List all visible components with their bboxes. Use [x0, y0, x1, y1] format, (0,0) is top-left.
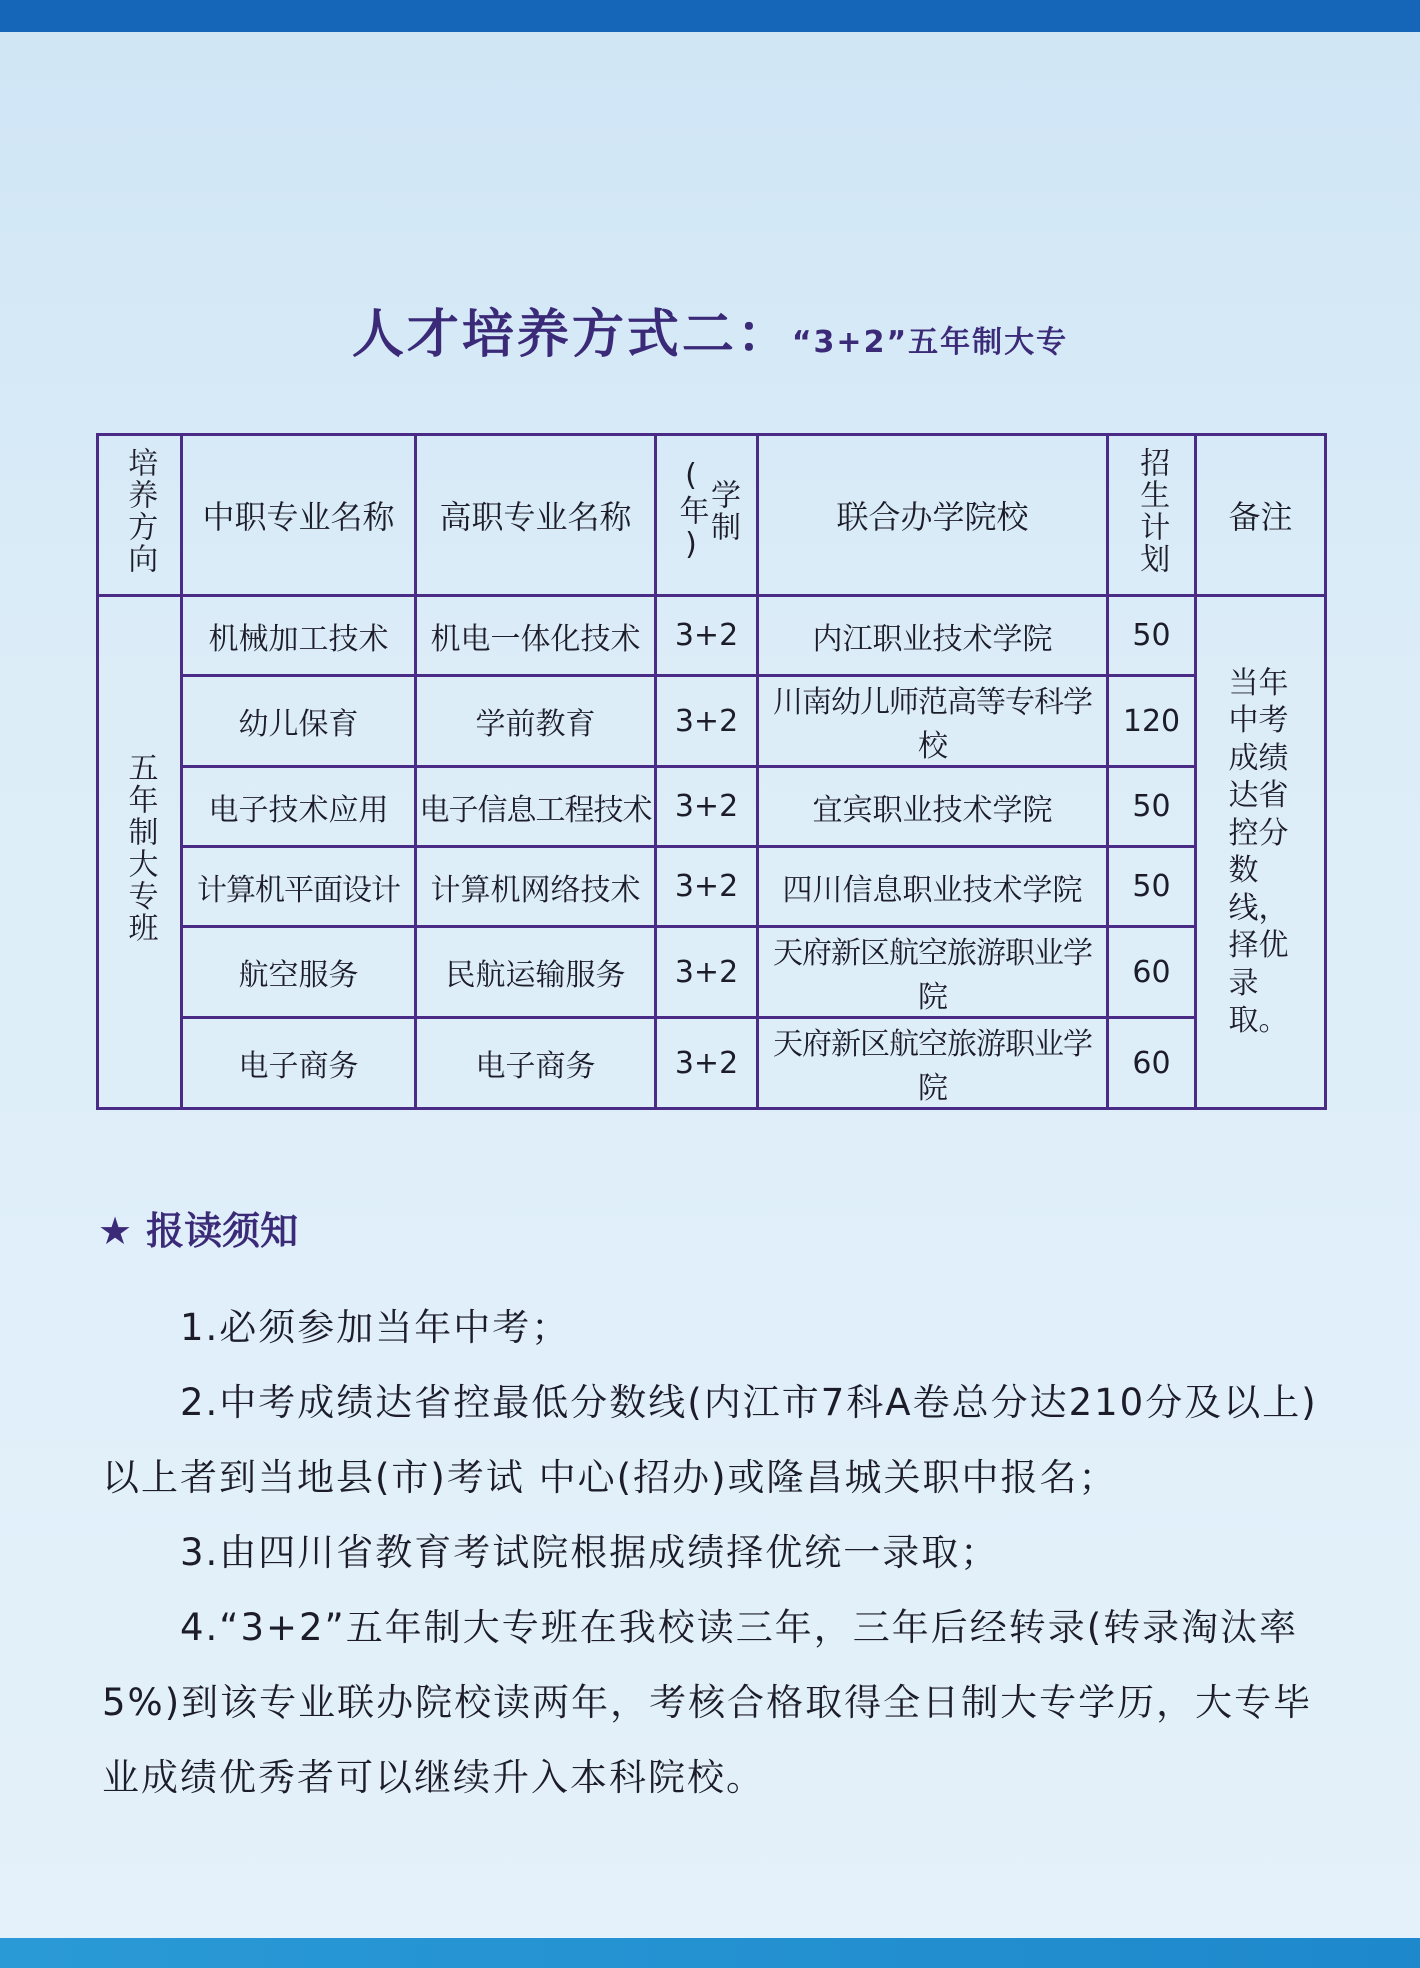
table-row: [98, 847, 1326, 927]
years-cell: 3+2: [656, 767, 758, 847]
years-cell: 3+2: [656, 927, 758, 1018]
secondary-major-cell: 计算机平面设计: [182, 847, 416, 927]
header-higher-major: 高职专业名称: [416, 435, 656, 596]
school-cell: 内江职业技术学院: [758, 596, 1108, 676]
school-cell: 天府新区航空旅游职业学院: [758, 1018, 1108, 1109]
enrollment-table: [96, 433, 1327, 1110]
secondary-major-cell: 航空服务: [182, 927, 416, 1018]
plan-cell: 60: [1108, 927, 1196, 1018]
header-note: 备注: [1196, 435, 1326, 596]
plan-cell: 50: [1108, 767, 1196, 847]
bottom-bar: [0, 1938, 1420, 1968]
note-cell: 当年中考成绩达省控分数线，择优录取。: [1196, 596, 1326, 1109]
secondary-major-cell: 机械加工技术: [182, 596, 416, 676]
plan-cell: 60: [1108, 1018, 1196, 1109]
school-cell: 川南幼儿师范高等专科学校: [758, 676, 1108, 767]
higher-major-cell: 电子信息工程技术: [416, 767, 656, 847]
top-bar: [0, 0, 1420, 32]
school-cell: 四川信息职业技术学院: [758, 847, 1108, 927]
secondary-major-cell: 电子技术应用: [182, 767, 416, 847]
title-main: 人才培养方式二：: [351, 305, 792, 365]
secondary-major-cell: 电子商务: [182, 1018, 416, 1109]
header-plan: 招生计划: [1108, 435, 1196, 596]
higher-major-cell: 民航运输服务: [416, 927, 656, 1018]
higher-major-cell: 电子商务: [416, 1018, 656, 1109]
years-cell: 3+2: [656, 676, 758, 767]
years-cell: 3+2: [656, 596, 758, 676]
school-cell: 宜宾职业技术学院: [758, 767, 1108, 847]
table-row: [98, 676, 1326, 767]
school-cell: 天府新区航空旅游职业学院: [758, 927, 1108, 1018]
notice-heading-text: 报读须知: [146, 1209, 299, 1253]
header-secondary-major: 中职专业名称: [182, 435, 416, 596]
title-sub: “3+2”五年制大专: [791, 325, 1069, 360]
notice-heading: [98, 1200, 298, 1255]
notice-list: [102, 1290, 1322, 1815]
table-row: [98, 596, 1326, 676]
header-years: 学制(年): [656, 435, 758, 596]
direction-cell: 五年制大专班: [98, 596, 182, 1109]
star-icon: ★: [98, 1209, 133, 1253]
plan-cell: 50: [1108, 847, 1196, 927]
years-cell: 3+2: [656, 1018, 758, 1109]
notice-item: 3.由四川省教育考试院根据成绩择优统一录取；: [180, 1531, 1000, 1574]
years-cell: 3+2: [656, 847, 758, 927]
header-school: 联合办学院校: [758, 435, 1108, 596]
table-header-row: [98, 435, 1326, 596]
table-row: [98, 767, 1326, 847]
table-row: [98, 927, 1326, 1018]
higher-major-cell: 机电一体化技术: [416, 596, 656, 676]
table-row: [98, 1018, 1326, 1109]
notice-item: 2.中考成绩达省控最低分数线(内江市7科A卷总分达210分及以上)以上者到当地县(市)考试 中心(招办)或隆昌城关职中报名；: [102, 1381, 1318, 1499]
plan-cell: 50: [1108, 596, 1196, 676]
notice-item: 4.“3+2”五年制大专班在我校读三年，三年后经转录(转录淘汰率5%)到该专业联办院校读两年，考核合格取得全日制大专学历，大专毕业成绩优秀者可以继续升入本科院校。: [102, 1606, 1313, 1799]
higher-major-cell: 学前教育: [416, 676, 656, 767]
page-title: [0, 292, 1420, 367]
notice-item: 1.必须参加当年中考；: [180, 1306, 571, 1349]
header-direction: 培养方向: [98, 435, 182, 596]
secondary-major-cell: 幼儿保育: [182, 676, 416, 767]
plan-cell: 120: [1108, 676, 1196, 767]
higher-major-cell: 计算机网络技术: [416, 847, 656, 927]
